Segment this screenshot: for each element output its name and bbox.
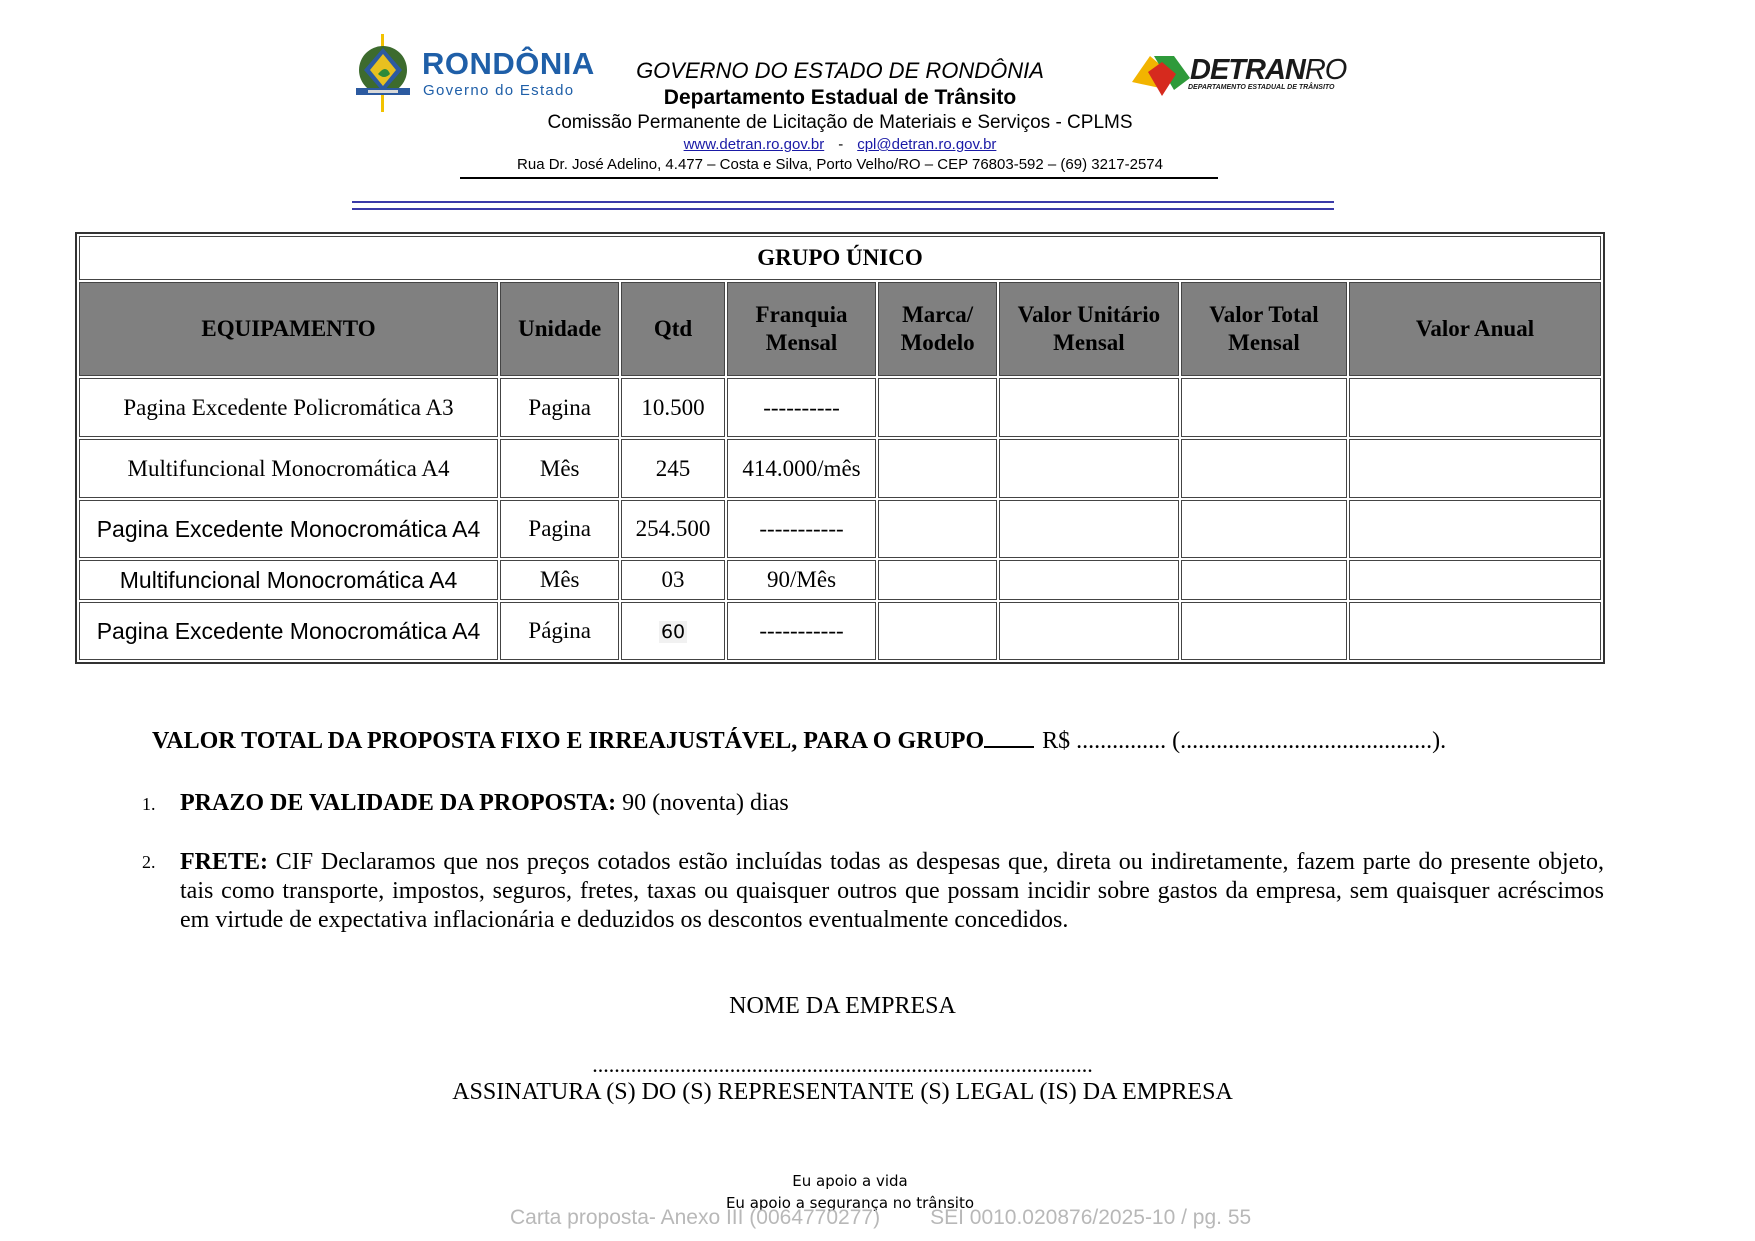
list-item	[142, 848, 1604, 933]
cell-valor-unitario[interactable]	[999, 439, 1179, 498]
cell-valor-unitario[interactable]	[999, 602, 1179, 660]
list-item-label: FRETE:	[180, 849, 269, 875]
cell-valor-unitario[interactable]	[999, 378, 1179, 437]
cell-valor-total[interactable]	[1181, 602, 1347, 660]
cell-equipamento: Multifuncional Monocromática A4	[79, 439, 498, 498]
contact-links	[440, 136, 1240, 153]
signature-caption: ASSINATURA (S) DO (S) REPRESENTANTE (S) LEGAL (IS) DA EMPRESA	[452, 1079, 1233, 1105]
commission-line: Comissão Permanente de Licitação de Materiais e Serviços - CPLMS	[547, 112, 1133, 133]
cell-valor-unitario[interactable]	[999, 500, 1179, 558]
footer-slogan-life: Eu apoio a vida	[792, 1172, 908, 1190]
header-rule	[460, 177, 1218, 179]
list-item-number: 1.	[142, 794, 156, 814]
website-link[interactable]: www.detran.ro.gov.br	[683, 136, 825, 153]
footer-slogan-traffic: Eu apoio a segurança no trânsito	[725, 1194, 975, 1212]
total-proposal-line	[152, 728, 1446, 755]
table-header-row	[79, 282, 1601, 376]
detran-arrow-icon	[1130, 52, 1192, 96]
column-header-marca: Marca/ Modelo	[878, 282, 996, 376]
cell-marca[interactable]	[878, 439, 996, 498]
column-header-franquia: Franquia Mensal	[727, 282, 877, 376]
cell-valor-total[interactable]	[1181, 439, 1347, 498]
link-separator: -	[838, 136, 844, 153]
cell-marca[interactable]	[878, 500, 996, 558]
cell-qtd: 10.500	[621, 378, 724, 437]
address-line: Rua Dr. José Adelino, 4.477 – Costa e Silva, Porto Velho/RO – CEP 76803-592 – (69) 3217-2574	[517, 156, 1163, 173]
cell-marca[interactable]	[878, 602, 996, 660]
document-reference: Carta proposta- Anexo III (0064770277)	[510, 1206, 881, 1229]
cell-unidade: Pagina	[500, 378, 619, 437]
company-name-label: NOME DA EMPRESA	[729, 993, 956, 1019]
email-link[interactable]: cpl@detran.ro.gov.br	[857, 136, 997, 153]
list-item-text: CIF Declaramos que nos preços cotados estão incluídas todas as despesas que, direta ou indiretamente, fazem parte do presente objeto, tais como transporte, impostos, seguros, fretes, taxas ou quaisquer outros que possam incidir sobre gastos da empresa, sem quaisquer acréscimos em virtude de expectativa inflacionária e deduzidos os descontos eventualmente concedidos.	[180, 849, 1604, 933]
department-line: Departamento Estadual de Trânsito	[663, 86, 1017, 109]
table-row	[79, 439, 1601, 498]
state-emblem-icon	[350, 34, 416, 112]
cell-marca[interactable]	[878, 560, 996, 600]
detran-word: DETRAN	[1190, 54, 1305, 86]
list-item-text: 90 (noventa) dias	[616, 790, 789, 816]
cell-franquia: ----------	[727, 378, 877, 437]
cell-qtd: 03	[621, 560, 724, 600]
table-caption: GRUPO ÚNICO	[79, 236, 1601, 280]
column-header-equipamento: EQUIPAMENTO	[79, 282, 498, 376]
cell-valor-total[interactable]	[1181, 500, 1347, 558]
cell-valor-total[interactable]	[1181, 560, 1347, 600]
cell-qtd: 245	[621, 439, 724, 498]
table-row	[79, 560, 1601, 600]
column-header-qtd: Qtd	[621, 282, 724, 376]
process-page-reference: SEI 0010.020876/2025-10 / pg. 55	[930, 1206, 1252, 1229]
column-header-valor-anual: Valor Anual	[1349, 282, 1601, 376]
cell-franquia: -----------	[727, 602, 877, 660]
list-item-label: PRAZO DE VALIDADE DA PROPOSTA:	[180, 790, 617, 816]
table-row	[79, 602, 1601, 660]
qtd-value: 60	[660, 621, 686, 643]
cell-franquia: 414.000/mês	[727, 439, 877, 498]
table-row	[79, 500, 1601, 558]
rondonia-logo-title: RONDÔNIA	[422, 46, 595, 81]
total-value-placeholder[interactable]: R$ ............... (..........................................).	[1042, 728, 1447, 754]
detran-tagline: DEPARTAMENTO ESTADUAL DE TRÂNSITO	[1188, 84, 1335, 91]
sei-stamp	[510, 1206, 1251, 1230]
list-item-body	[180, 848, 1604, 935]
cell-equipamento: Pagina Excedente Policromática A3	[79, 378, 498, 437]
cell-unidade: Pagina	[500, 500, 619, 558]
cell-unidade: Mês	[500, 439, 619, 498]
total-label: VALOR TOTAL DA PROPOSTA FIXO E IRREAJUSTÁVEL, PARA O GRUPO	[152, 728, 985, 754]
cell-qtd	[621, 602, 724, 660]
cell-equipamento: Pagina Excedente Monocromática A4	[79, 500, 498, 558]
cell-unidade: Página	[500, 602, 619, 660]
cell-franquia: 90/Mês	[727, 560, 877, 600]
cell-valor-anual[interactable]	[1349, 500, 1601, 558]
detran-suffix: RO	[1304, 54, 1347, 86]
price-table	[75, 232, 1605, 664]
cell-valor-anual[interactable]	[1349, 560, 1601, 600]
column-header-valor-total: Valor Total Mensal	[1181, 282, 1347, 376]
signature-line[interactable]: ...........................................................................................	[592, 1052, 1093, 1077]
government-line: GOVERNO DO ESTADO DE RONDÔNIA	[636, 58, 1044, 83]
column-header-unidade: Unidade	[500, 282, 619, 376]
list-item-number: 2.	[142, 852, 156, 872]
cell-unidade: Mês	[500, 560, 619, 600]
cell-franquia: -----------	[727, 500, 877, 558]
rondonia-logo-subtitle: Governo do Estado	[423, 82, 575, 99]
column-header-valor-unitario: Valor Unitário Mensal	[999, 282, 1179, 376]
cell-valor-total[interactable]	[1181, 378, 1347, 437]
cell-equipamento: Multifuncional Monocromática A4	[79, 560, 498, 600]
detran-wordmark	[1190, 54, 1346, 87]
group-blank-field[interactable]	[984, 746, 1034, 748]
cell-valor-anual[interactable]	[1349, 602, 1601, 660]
cell-valor-anual[interactable]	[1349, 439, 1601, 498]
cell-qtd: 254.500	[621, 500, 724, 558]
list-item	[142, 790, 789, 817]
detran-logo	[1130, 52, 1360, 96]
header-double-rule	[352, 201, 1334, 210]
cell-marca[interactable]	[878, 378, 996, 437]
cell-valor-unitario[interactable]	[999, 560, 1179, 600]
cell-valor-anual[interactable]	[1349, 378, 1601, 437]
cell-equipamento: Pagina Excedente Monocromática A4	[79, 602, 498, 660]
table-row	[79, 378, 1601, 437]
